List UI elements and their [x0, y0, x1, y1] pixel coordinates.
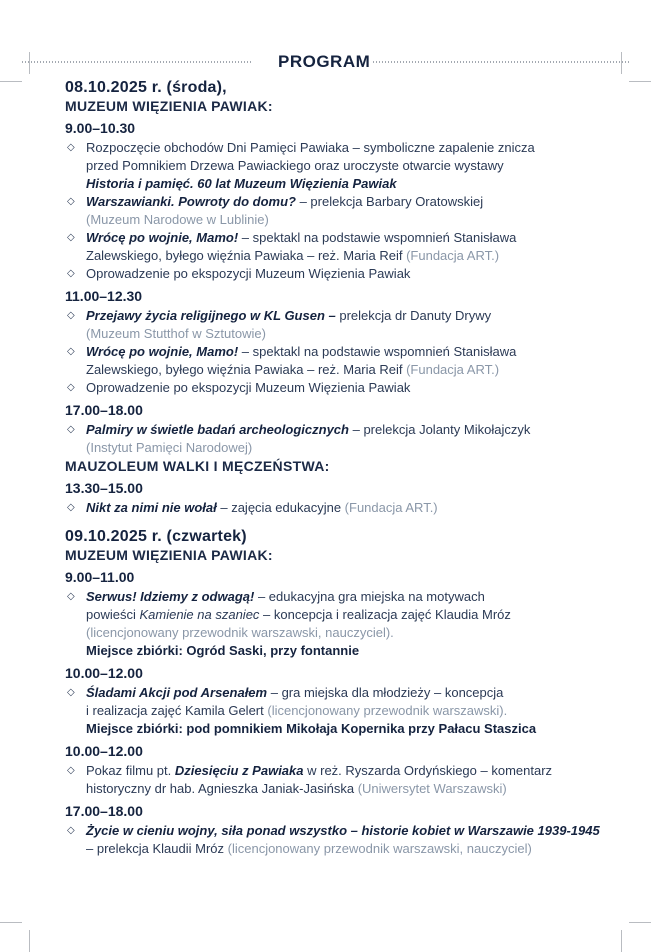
event-item	[65, 762, 625, 798]
event-text-line	[86, 193, 625, 211]
event-text-line	[86, 606, 625, 624]
event-text-segment: Oprowadzenie po ekspozycji Muzeum Więzienia Pawiak	[86, 266, 411, 281]
event-text-segment: – prelekcja Klaudii Mróz	[86, 841, 228, 856]
time-heading: 10.00–12.00	[65, 665, 143, 681]
time-heading: 10.00–12.00	[65, 743, 143, 759]
event-text-line	[86, 762, 625, 780]
event-item	[65, 379, 625, 397]
crop-mark-bottom-left-horizontal	[0, 922, 22, 923]
event-list	[65, 762, 625, 798]
event-text-segment: prelekcja dr Danuty Drywy	[335, 308, 492, 323]
venue-heading: MUZEUM WIĘZIENIA PAWIAK:	[65, 98, 273, 114]
event-item	[65, 588, 625, 660]
diamond-bullet-icon: ◇	[67, 424, 75, 435]
event-text-segment: Przejawy życia religijnego w KL Gusen –	[86, 308, 336, 323]
diamond-bullet-icon: ◇	[67, 268, 75, 279]
day-section	[65, 78, 625, 517]
event-text-segment: Wrócę po wojnie, Mamo!	[86, 344, 239, 359]
diamond-bullet-icon: ◇	[67, 310, 75, 321]
event-text-line	[86, 588, 625, 606]
event-text-segment: – prelekcja Barbary Oratowskiej	[295, 194, 484, 209]
venue-heading: MUZEUM WIĘZIENIA PAWIAK:	[65, 547, 273, 563]
event-text-segment: Śladami Akcji pod Arsenałem	[86, 685, 268, 700]
event-text-segment: Historia i pamięć. 60 lat Muzeum Więzienia Pawiak	[86, 176, 397, 191]
event-text-line	[86, 229, 625, 247]
title-dotted-line-left	[22, 61, 252, 63]
event-text-segment: (licencjonowany przewodnik warszawski).	[267, 703, 508, 718]
event-text-segment: – edukacyjna gra miejska na motywach	[254, 589, 485, 604]
diamond-bullet-icon: ◇	[67, 591, 75, 602]
event-text-line	[86, 307, 625, 325]
event-list	[65, 822, 625, 858]
crop-mark-top-right-horizontal	[629, 81, 651, 82]
event-text-segment: Wrócę po wojnie, Mamo!	[86, 230, 239, 245]
event-text-segment: (Muzeum Stutthof w Sztutowie)	[86, 326, 266, 341]
event-text-segment: (Fundacja ART.)	[406, 248, 500, 263]
time-heading: 17.00–18.00	[65, 402, 143, 418]
event-list	[65, 684, 625, 738]
event-text-line	[86, 499, 625, 517]
crop-mark-top-left-vertical	[29, 52, 30, 74]
event-text-line	[86, 361, 625, 379]
diamond-bullet-icon: ◇	[67, 232, 75, 243]
event-text-segment: Zalewskiego, byłego więźnia Pawiaka – reż. Maria Reif	[86, 362, 407, 377]
event-text-segment: (Uniwersytet Warszawski)	[357, 781, 507, 796]
event-list	[65, 307, 625, 397]
event-item	[65, 343, 625, 379]
event-text-segment: Miejsce zbiórki: Ogród Saski, przy fontannie	[86, 643, 360, 658]
event-text-line	[86, 421, 625, 439]
program-title-row	[22, 52, 630, 72]
diamond-bullet-icon: ◇	[67, 382, 75, 393]
event-text-segment: (licencjonowany przewodnik warszawski, nauczyciel).	[86, 625, 394, 640]
event-text-segment: Dziesięciu z Pawiaka	[174, 763, 304, 778]
event-text-line	[86, 840, 625, 858]
crop-mark-bottom-right-vertical	[621, 930, 622, 952]
event-text-segment: Miejsce zbiórki: pod pomnikiem Mikołaja Kopernika przy Pałacu Staszica	[86, 721, 537, 736]
time-heading: 9.00–11.00	[65, 569, 135, 585]
event-item	[65, 499, 625, 517]
event-text-segment: Rozpoczęcie obchodów Dni Pamięci Pawiaka – symboliczne zapalenie znicza	[86, 140, 535, 155]
event-text-segment: Nikt za nimi nie wołał	[86, 500, 217, 515]
venue-group	[65, 457, 625, 517]
event-text-segment: (Fundacja ART.)	[406, 362, 500, 377]
event-item	[65, 822, 625, 858]
time-heading: 17.00–18.00	[65, 803, 143, 819]
event-text-segment: – prelekcja Jolanty Mikołajczyk	[348, 422, 531, 437]
diamond-bullet-icon: ◇	[67, 196, 75, 207]
time-heading: 11.00–12.30	[65, 288, 143, 304]
event-text-segment: Serwus! Idziemy z odwagą!	[86, 589, 255, 604]
diamond-bullet-icon: ◇	[67, 346, 75, 357]
day-date-heading: 08.10.2025 r. (środa),	[65, 79, 227, 96]
event-list	[65, 139, 625, 283]
event-text-line	[86, 175, 625, 193]
event-text-line	[86, 720, 625, 738]
event-text-line	[86, 684, 625, 702]
crop-mark-top-left-horizontal	[0, 81, 22, 82]
venue-heading: MAUZOLEUM WALKI I MĘCZEŃSTWA:	[65, 458, 330, 474]
page-title: PROGRAM	[278, 52, 371, 71]
event-text-segment: w reż. Ryszarda Ordyńskiego – komentarz	[303, 763, 553, 778]
event-item	[65, 229, 625, 265]
time-heading: 13.30–15.00	[65, 480, 143, 496]
event-text-line	[86, 265, 625, 283]
event-text-segment: (Instytut Pamięci Narodowej)	[86, 440, 253, 455]
event-text-segment: Pokaz filmu pt.	[86, 763, 175, 778]
event-text-line	[86, 642, 625, 660]
diamond-bullet-icon: ◇	[67, 687, 75, 698]
event-text-segment: historyczny dr hab. Agnieszka Janiak-Jasińska	[86, 781, 358, 796]
diamond-bullet-icon: ◇	[67, 765, 75, 776]
event-text-segment: – spektakl na podstawie wspomnień Stanisława	[238, 344, 517, 359]
event-item	[65, 307, 625, 343]
event-list	[65, 499, 625, 517]
event-item	[65, 421, 625, 457]
diamond-bullet-icon: ◇	[67, 825, 75, 836]
event-text-segment: Warszawianki. Powroty do domu?	[86, 194, 296, 209]
event-text-segment: powieści	[86, 607, 140, 622]
event-item	[65, 265, 625, 283]
title-dotted-line-right	[373, 61, 630, 63]
event-text-line	[86, 247, 625, 265]
event-text-line	[86, 139, 625, 157]
event-text-segment: Życie w cieniu wojny, siła ponad wszystko – historie kobiet w Warszawie 1939-1945	[86, 823, 600, 838]
event-text-segment: – spektakl na podstawie wspomnień Stanisława	[238, 230, 517, 245]
event-text-line	[86, 343, 625, 361]
event-text-line	[86, 624, 625, 642]
event-text-segment: Kamienie na szaniec	[139, 607, 260, 622]
event-item	[65, 139, 625, 193]
event-text-segment: – koncepcja i realizacja zajęć Klaudia Mróz	[259, 607, 511, 622]
crop-mark-top-right-vertical	[621, 52, 622, 74]
venue-group	[65, 97, 625, 457]
diamond-bullet-icon: ◇	[67, 502, 75, 513]
event-list	[65, 588, 625, 660]
event-text-segment: Oprowadzenie po ekspozycji Muzeum Więzienia Pawiak	[86, 380, 411, 395]
event-text-segment: (Muzeum Narodowe w Lublinie)	[86, 212, 269, 227]
event-item	[65, 684, 625, 738]
event-text-line	[86, 211, 625, 229]
event-item	[65, 193, 625, 229]
event-list	[65, 421, 625, 457]
event-text-segment: Zalewskiego, byłego więźnia Pawiaka – reż. Maria Reif	[86, 248, 407, 263]
event-text-segment: i realizacja zajęć Kamila Gelert	[86, 703, 268, 718]
time-heading: 9.00–10.30	[65, 120, 136, 136]
event-text-line	[86, 157, 625, 175]
event-text-segment: – gra miejska dla młodzieży – koncepcja	[267, 685, 504, 700]
venue-group	[65, 546, 625, 858]
event-text-segment: Palmiry w świetle badań archeologicznych	[86, 422, 349, 437]
day-date-heading: 09.10.2025 r. (czwartek)	[65, 528, 247, 545]
event-text-line	[86, 379, 625, 397]
diamond-bullet-icon: ◇	[67, 142, 75, 153]
day-section	[65, 527, 625, 858]
event-text-line	[86, 702, 625, 720]
crop-mark-bottom-left-vertical	[29, 930, 30, 952]
event-text-segment: (licencjonowany przewodnik warszawski, nauczyciel)	[227, 841, 532, 856]
schedule	[65, 78, 625, 858]
event-text-line	[86, 325, 625, 343]
event-text-segment: (Fundacja ART.)	[344, 500, 438, 515]
event-text-line	[86, 822, 625, 840]
program-page	[0, 52, 651, 858]
event-text-segment: przed Pomnikiem Drzewa Pawiackiego oraz uroczyste otwarcie wystawy	[86, 158, 504, 173]
crop-mark-bottom-right-horizontal	[629, 922, 651, 923]
event-text-line	[86, 780, 625, 798]
event-text-line	[86, 439, 625, 457]
event-text-segment: – zajęcia edukacyjne	[216, 500, 345, 515]
